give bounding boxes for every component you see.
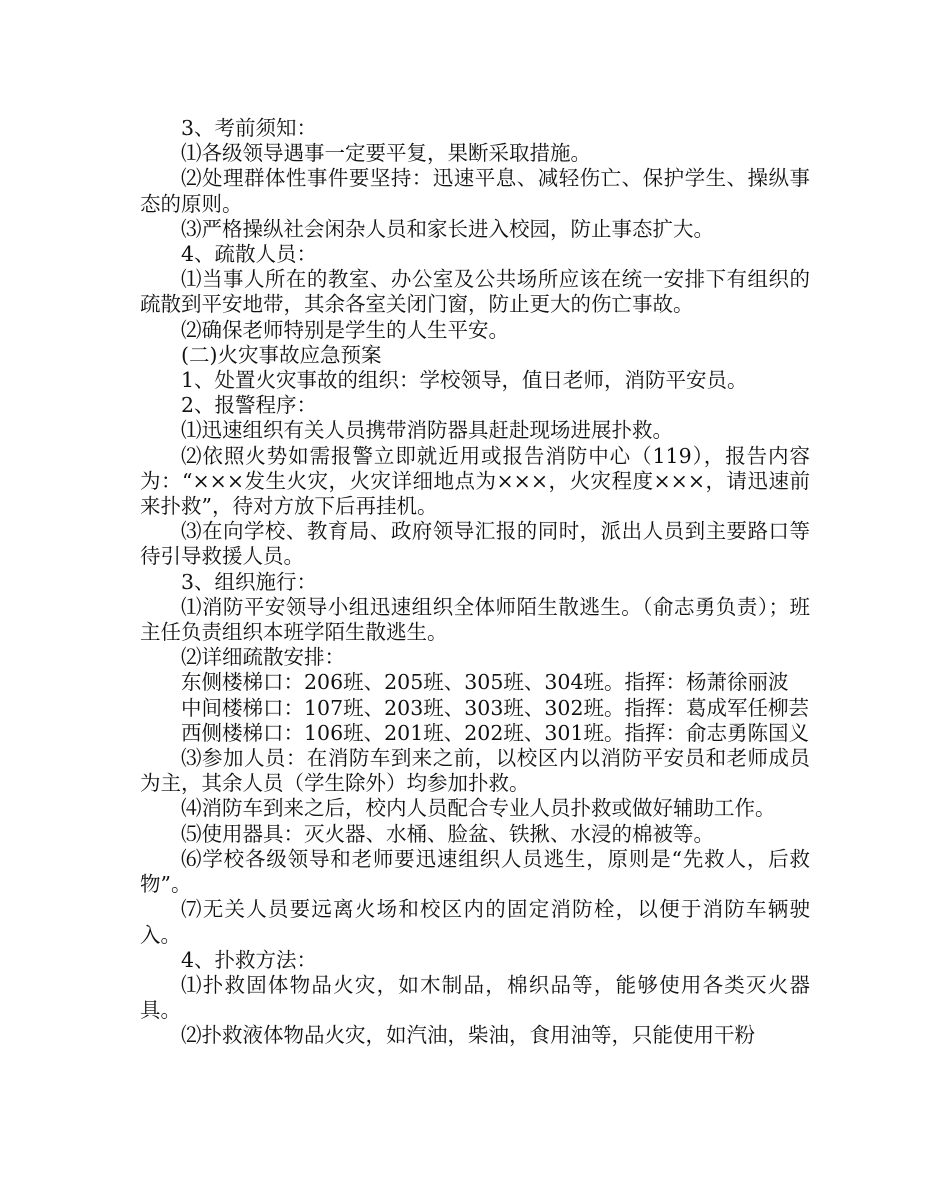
paragraph-18: 中间楼梯口：107班、203班、303班、302班。指挥：葛成军任柳芸 [181, 695, 810, 720]
paragraph-16: ⑵详细疏散安排： [181, 645, 345, 670]
document-body [140, 116, 810, 1049]
paragraph-9: 1、处置火灾事故的组织：学校领导，值日老师，消防平安员。 [181, 368, 748, 393]
paragraph-5: 4、疏散人员： [181, 242, 318, 267]
paragraph-22: ⑸使用器具：灭火器、水桶、脸盆、铁揪、水浸的棉被等。 [181, 821, 714, 846]
paragraph-11: ⑴迅速组织有关人员携带消防器具赶赴现场进展扑救。 [181, 418, 673, 443]
paragraph-27: ⑵扑救液体物品火灾，如汽油，柴油，食用油等，只能使用干粉 [181, 1023, 755, 1048]
paragraph-21: ⑷消防车到来之后，校内人员配合专业人员扑救或做好辅助工作。 [181, 796, 776, 821]
section-heading: (二)火灾事故应急预案 [181, 342, 382, 367]
paragraph-10: 2、报警程序： [181, 393, 318, 418]
paragraph-12: ⑵依照火势如需报警立即就近用或报告消防中心（119），报告内容为：“×××发生火灾，火灾详细地点为×××，火灾程度×××，请迅速前来扑救”，待对方放下后再挂机。 [140, 443, 810, 519]
paragraph-17: 东侧楼梯口：206班、205班、305班、304班。指挥：杨萧徐丽波 [181, 670, 789, 695]
paragraph-2: ⑴各级领导遇事一定要平复，果断采取措施。 [181, 141, 591, 166]
paragraph-1: 3、考前须知： [181, 116, 318, 140]
paragraph-6: ⑴当事人所在的教室、办公室及公共场所应该在统一安排下有组织的疏散到平安地带，其余各室关闭门窗，防止更大的伤亡事故。 [140, 267, 810, 317]
paragraph-25: 4、扑救方法： [181, 947, 318, 972]
paragraph-7: ⑵确保老师特别是学生的人生平安。 [181, 317, 509, 342]
paragraph-26: ⑴扑救固体物品火灾，如木制品，棉织品等，能够使用各类灭火器具。 [140, 972, 810, 1023]
paragraph-24: ⑺无关人员要远离火场和校区内的固定消防栓，以便于消防车辆驶入。 [140, 897, 810, 947]
paragraph-20: ⑶参加人员：在消防车到来之前，以校区内以消防平安员和老师成员为主，其余人员（学生除外）均参加扑救。 [140, 746, 810, 796]
paragraph-15: ⑴消防平安领导小组迅速组织全体师陌生散逃生。（俞志勇负责）；班主任负责组织本班学陌生散逃生。 [140, 594, 810, 645]
paragraph-19: 西侧楼梯口：106班、201班、202班、301班。指挥：俞志勇陈国义 [181, 720, 810, 745]
paragraph-13: ⑶在向学校、教育局、政府领导汇报的同时，派出人员到主要路口等待引导救援人员。 [140, 519, 810, 569]
paragraph-4: ⑶严格操纵社会闲杂人员和家长进入校园，防止事态扩大。 [181, 216, 714, 241]
paragraph-14: 3、组织施行： [181, 569, 318, 594]
paragraph-3: ⑵处理群体性事件要坚持：迅速平息、减轻伤亡、保护学生、操纵事态的原则。 [140, 166, 810, 216]
paragraph-23: ⑹学校各级领导和老师要迅速组织人员逃生，原则是“先救人，后救物”。 [140, 846, 810, 897]
